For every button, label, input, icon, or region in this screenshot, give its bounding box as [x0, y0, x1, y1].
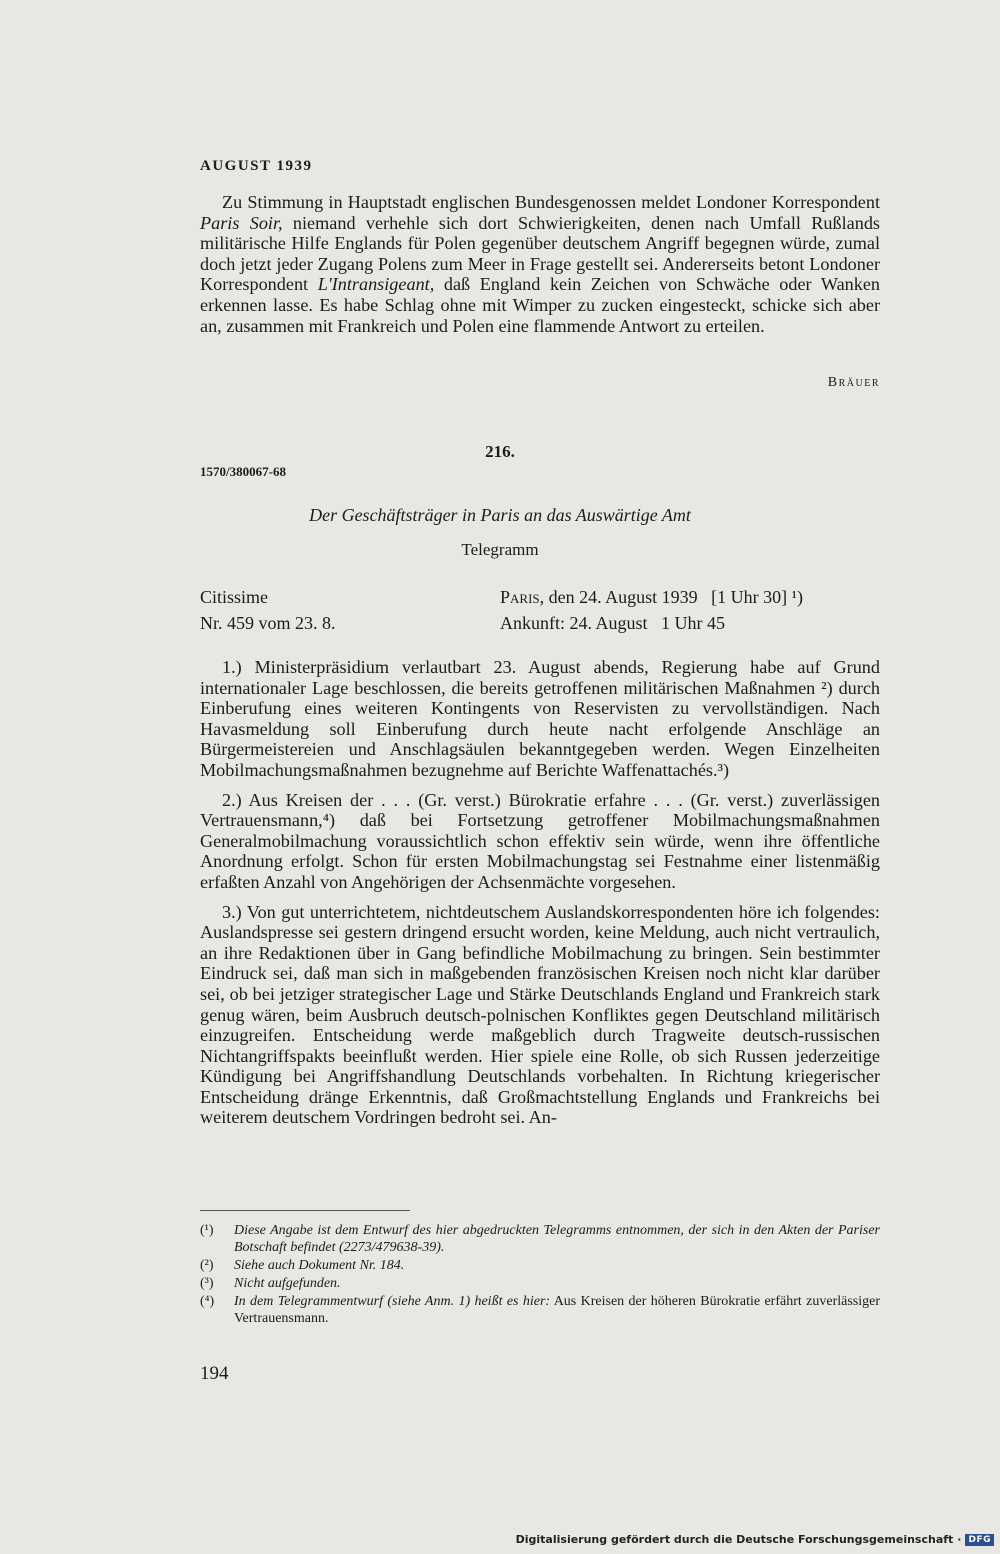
document-title: Der Geschäftsträger in Paris an das Auswärtige Amt — [309, 505, 691, 525]
newspaper-intransigeant: L'Intransigeant, — [317, 274, 435, 295]
paragraph-2: 2.) Aus Kreisen der . . . (Gr. verst.) Bürokratie erfahre . . . (Gr. verst.) zuverlässigen Vertrauensmann,⁴) daß bei Fortsetzung getroffener Mobilmachungsmaßnahmen Generalmobilmachung voraussichtlich schon effektiv sein würde, wenn ihre öffentliche Anordnung erfolgt. Schon für ersten Mobilmachungstag sei Festnahme einer listenmäßig erfaßten Anzahl von Angehörigen der Achsenmächte vorgesehen. — [200, 789, 880, 892]
telegram-meta-right — [500, 584, 803, 636]
footnote-3 — [200, 1275, 880, 1292]
intro-text-1: Zu Stimmung in Hauptstadt englischen Bundesgenossen meldet Londoner Korrespondent — [222, 192, 880, 212]
telegram-meta-left — [200, 584, 336, 636]
dispatch-place: Paris, — [500, 587, 545, 607]
footnotes — [200, 1222, 880, 1328]
footnote-number: (¹) — [200, 1223, 214, 1238]
footnote-text-italic: In dem Telegrammentwurf (siehe Anm. 1) heißt es hier: — [234, 1294, 551, 1309]
page-number: 194 — [200, 1363, 229, 1384]
footnote-4 — [200, 1293, 880, 1327]
paragraph-1: 1.) Ministerpräsidium verlautbart 23. August abends, Regierung habe auf Grund internationaler Lage beschlossen, die bereits getroffenen militärischen Maßnahmen ²) durch Einberufung eines weiteren Kontingents von Reservisten zu vervollständigen. Nach Havasmeldung soll Einberufung durch heute nacht erfolgende Anschläge an Bürgermeistereien und Anschlagsäulen bekanntgegeben werden. Wegen Einzelheiten Mobilmachungsmaßnahmen bezugnehme auf Berichte Waffenattachés.³) — [200, 657, 880, 780]
footnote-text: Nicht aufgefunden. — [234, 1276, 341, 1291]
footnote-divider — [200, 1210, 410, 1211]
footnote-number: (⁴) — [200, 1294, 215, 1309]
footnote-text-roman: Aus Kreisen der höheren Bürokratie erfährt zuverlässiger Vertrauensmann. — [234, 1294, 881, 1326]
priority-label: Citissime — [200, 587, 269, 607]
signature: Bräuer — [827, 375, 880, 390]
footnote-1 — [200, 1222, 880, 1256]
credit-text: Digitalisierung gefördert durch die Deutsche Forschungsgemeinschaft — [515, 1533, 954, 1546]
document-number: 216. — [485, 442, 515, 461]
dispatch-date: den 24. August 1939 [1 Uhr 30] ¹) — [544, 587, 804, 607]
newspaper-paris-soir: Paris Soir, — [200, 212, 283, 233]
dispatch-line — [500, 584, 803, 610]
footnote-2 — [200, 1257, 880, 1274]
telegram-body — [200, 657, 880, 1128]
paragraph-3: 3.) Von gut unterrichtetem, nichtdeutschem Auslandskorrespondenten höre ich folgendes: Auslandspresse sei gestern dringend ersucht worden, keine Meldung, auch nicht vertraulich, an ihre Redaktionen über in Gang befindliche Mobilmachung zu bringen. Sein bestimmter Eindruck sei, daß man sich in maßgebenden französischen Kreisen noch nicht klar darüber sei, ob bei jetziger strategischer Lage und Stärke Deutschlands England und Frankreich stark genug wären, beim Ausbruch deutsch-polnischen Konfliktes gegen Deutschland militärisch einzugreifen. Entscheidung werde maßgeblich durch Tragweite deutsch-russischen Nichtangriffspakts beeinflußt werden. Hier spiele eine Rolle, ob sich Russen jederzeitige Kündigung bei Angriffshandlung Deutschlands vorbehalten. In Richtung kriegerischer Entscheidung dränge Erkenntnis, daß Großmachtstellung Englands und Frankreichs bei weiterem deutschem Vordringen bedroht sei. An- — [200, 901, 880, 1128]
intro-text-2: niemand verhehle sich dort Schwierigkeiten, denen nach Umfall Rußlands militärische Hilfe Englands für Polen gegenüber deutschem Angriff begegnen würde, zumal doch jetzt jeder Zugang Polens zum Meer in Frage gestellt sei. Andererseits betont Londoner Korrespondent — [200, 212, 881, 295]
intro-paragraph — [200, 192, 880, 336]
file-reference: 1570/380067-68 — [200, 464, 286, 479]
digitization-credit: Digitalisierung gefördert durch die Deutsche Forschungsgemeinschaft · DFG — [516, 1533, 994, 1546]
intro-text-3: daß England kein Zeichen von Schwäche oder Wanken erkennen lasse. Es habe Schlag ohne mit Wimper zu zucken eingesteckt, schicke sich aber an, zusammen mit Frankreich und Polen eine flammende Antwort zu erteilen. — [200, 274, 880, 336]
footnote-number: (²) — [200, 1258, 214, 1273]
running-header: AUGUST 1939 — [200, 158, 313, 174]
footnote-number: (³) — [200, 1276, 214, 1291]
arrival-line: Ankunft: 24. August 1 Uhr 45 — [500, 613, 725, 633]
footnote-text: Diese Angabe ist dem Entwurf des hier abgedruckten Telegramms entnommen, der sich in den Akten der Pariser Botschaft befindet (2273/479638-39). — [234, 1223, 880, 1255]
telegram-number: Nr. 459 vom 23. 8. — [200, 613, 336, 633]
footnote-text: Siehe auch Dokument Nr. 184. — [234, 1258, 405, 1273]
document-type: Telegramm — [461, 540, 539, 559]
dfg-logo: DFG — [965, 1534, 994, 1546]
